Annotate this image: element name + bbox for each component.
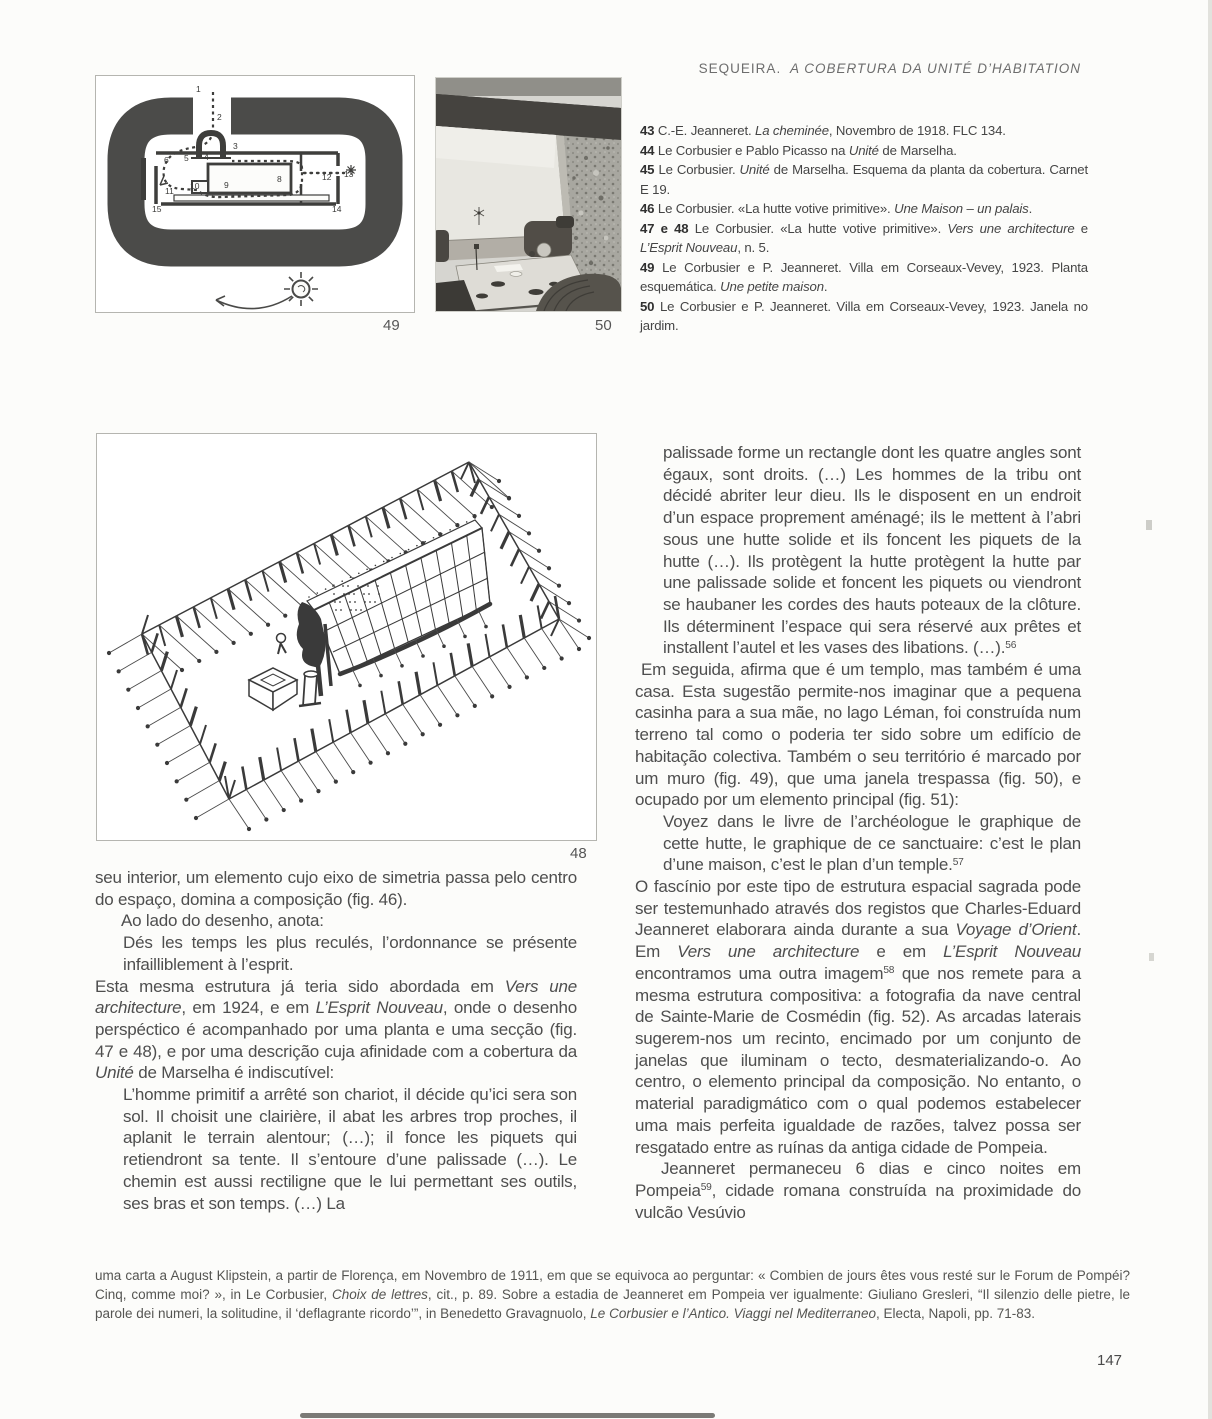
svg-text:5: 5 — [184, 153, 189, 163]
altar-block — [249, 668, 297, 710]
body-paragraph: seu interior, um elemento cujo eixo de simetria passa pelo centro do espaço, domina a composição (fig. 46). — [95, 868, 577, 909]
block-quote: L’homme primitif a arrêté son chariot, il décide qu’ici sera son sol. Il choisit une clairière, il abat les arbres trop proches, il aplanit le terrain alentour; (…); il fonce les piquets qui retiendront sa tente. Il s’entoure d’une palissade (…). Le chemin est aussi rectiligne que le lui permettant ses outils, ses bras et son temps. (…) La — [123, 1085, 577, 1213]
figure-49-plan-drawing — [95, 75, 415, 313]
photo-svg — [436, 78, 621, 311]
svg-text:13: 13 — [344, 169, 354, 179]
altar-column — [299, 671, 321, 706]
svg-text:1: 1 — [196, 84, 201, 94]
scan-smudge-artifact — [300, 1413, 715, 1418]
scan-speck-artifact — [1146, 520, 1152, 530]
svg-text:12: 12 — [322, 172, 332, 182]
caption-46: 46 Le Corbusier. «La hutte votive primitive». Une Maison – un palais. — [640, 201, 1033, 216]
svg-text:8: 8 — [277, 174, 282, 184]
figure-48-hut-drawing — [96, 433, 597, 841]
figure-50-photograph — [435, 77, 622, 312]
svg-text:10: 10 — [190, 181, 200, 191]
caption-list — [640, 121, 1088, 336]
body-paragraph: Jeanneret permaneceu 6 dias e cinco noites em Pompeia$^{59}$, cidade romana construída na proximidade do vulcão Vesúvio — [635, 1159, 1081, 1222]
block-quote: Dés les temps les plus reculés, l’ordonnance se présente infailliblement à l’esprit. — [123, 933, 577, 974]
body-paragraph: Em seguida, afirma que é um templo, mas também é uma casa. Esta sugestão permite-nos imaginar que a pequena casinha para a sua mãe, no lago Léman, foi construída num terreno tal como o poderia ter sido sobre um edifício de habitação colectiva. Também o seu território é marcado por um muro (fig. 49), que uma janela trespassa (fig. 50), e ocupado por um elemento principal (fig. 51): — [635, 660, 1081, 810]
footnote-block — [95, 1267, 1130, 1323]
figure-49-label: 49 — [383, 317, 400, 334]
scan-speck-artifact — [1149, 953, 1154, 961]
caption-44: 44 Le Corbusier e Pablo Picasso na Unité de Marselha. — [640, 142, 957, 158]
footnote-text: uma carta a August Klipstein, a partir de Florença, em Novembro de 1911, em que se equivoca ao perguntar: « Combien de jours êtes vous resté sur le Forum de Pompéi? Cinq, comme moi? », in Le Corbusier, Choix de lettres, cit., p. 89. Sobre a estadia de Jeanneret em Pompeia ver igualmente: Giuliano Gresleri, “Il silenzio delle pietre, le parole dei numeri, la solitudine, il ‘deflagrante ricordo’”, in Benedetto Gravagnuolo, Le Corbusier e l’Antico. Viaggi nel Mediterraneo, Electa, Napoli, pp. 71-83. — [95, 1268, 1131, 1321]
svg-text:15: 15 — [152, 204, 162, 214]
figure-48-label: 48 — [570, 845, 587, 862]
teapot — [537, 243, 551, 257]
body-paragraph: Esta mesma estrutura já teria sido abordada em Vers une architecture, em 1924, e em L’Esprit Nouveau, onde o desenho perspéctico é acompanhado por uma planta e uma secção (fig. 47 e 48), e por uma descrição cuja afinidade com a cobertura da Unité de Marselha é indiscutível: — [95, 976, 578, 1083]
caption-43: 43 C.-E. Jeanneret. La cheminée, Novembro de 1918. FLC 134. — [640, 123, 1006, 138]
page-number: 147 — [1097, 1352, 1123, 1369]
svg-text:14: 14 — [332, 204, 342, 214]
svg-text:3: 3 — [233, 141, 238, 151]
header-author: SEQUEIRA. — [698, 61, 782, 76]
right-armrest — [556, 216, 574, 228]
right-column — [635, 442, 1081, 1223]
hut-drawing-svg — [97, 434, 596, 840]
header-title: A COBERTURA DA UNITÉ D’HABITATION — [789, 61, 1081, 76]
wall-above-beam — [436, 78, 621, 96]
svg-text:6: 6 — [164, 155, 169, 165]
caption-50: 50 Le Corbusier e P. Jeanneret. Villa em Corseaux-Vevey, 1923. Janela no jardim. — [640, 298, 1088, 333]
svg-text:11: 11 — [165, 186, 174, 196]
figure-50-label: 50 — [595, 317, 612, 334]
caption-47-48: 47 e 48 Le Corbusier. «La hutte votive primitive». Vers une architecture e L’Esprit Nouveau, n. 5. — [640, 220, 1088, 255]
scan-edge-artifact — [1208, 0, 1212, 1419]
cup — [529, 251, 535, 257]
plan-drawing-svg — [96, 76, 414, 312]
sun-sketch-icon — [284, 272, 318, 306]
block-quote: palissade forme un rectangle dont les quatre angles sont égaux, sont droits. (…) Les hommes de la tribu ont décidé abriter leur dieu. Ils le disposent en un endroit d’un espace proprement aménagé; ils le mettent à l’abri sous une hutte solide et ils foncent les piquets de la hutte (…). Ils protègent la hutte protègent la hutte par une palissade solide et foncent les piquets ou viendront se haubaner les cordes des hauts poteaux de la clôture. Ils déterminent l’espace qui sera réservé aux prêtes et installent l’autel et les vases des libations. (…).$^{56}$ — [663, 443, 1081, 658]
svg-text:9: 9 — [224, 180, 229, 190]
left-column — [95, 867, 577, 1214]
svg-text:2: 2 — [217, 112, 222, 122]
block-quote: Voyez dans le livre de l’archéologue le graphique de cette hutte, le graphique de ce sanctuaire: c’est le plan d’une maison, c’est le plan d’un temple.$^{57}$ — [663, 811, 1081, 875]
caption-49: 49 Le Corbusier e P. Jeanneret. Villa em Corseaux-Vevey, 1923. Planta esquemática. Une petite maison. — [640, 259, 1088, 294]
left-armrest — [436, 230, 449, 262]
caption-45: 45 Le Corbusier. Unité de Marselha. Esquema da planta da cobertura. Carnet E 19. — [640, 162, 1088, 197]
body-paragraph: O fascínio por este tipo de estrutura espacial sagrada pode ser testemunhado através dos registos que Charles-Eduard Jeanneret elaborara ainda durante a sua Voyage d’Orient. Em Vers une architecture e em L’Esprit Nouveau encontramos uma outra imagem$^{58}$ que nos remete para a mesma estrutura compositiva: a fotografia da nave central de Sainte-Marie de Cosmédin (fig. 52). As arcadas laterais sugerem-nos um recinto, encimado por um conjunto de janelas que iluminam o tecto, desmaterializando-o. Ao centro, o elemento principal da composição. No entanto, o material paradigmático com o qual podemos estabelecer uma mais perfeita igualdade de razões, talvez possa ser resgatado entre as ruínas da antiga cidade de Pompeia. — [635, 877, 1082, 1157]
altar-figure — [277, 634, 287, 655]
body-paragraph: Ao lado do desenho, anota: — [121, 911, 324, 931]
curved-arrow — [216, 296, 292, 309]
running-header — [0, 61, 1081, 76]
svg-text:4: 4 — [204, 152, 209, 162]
